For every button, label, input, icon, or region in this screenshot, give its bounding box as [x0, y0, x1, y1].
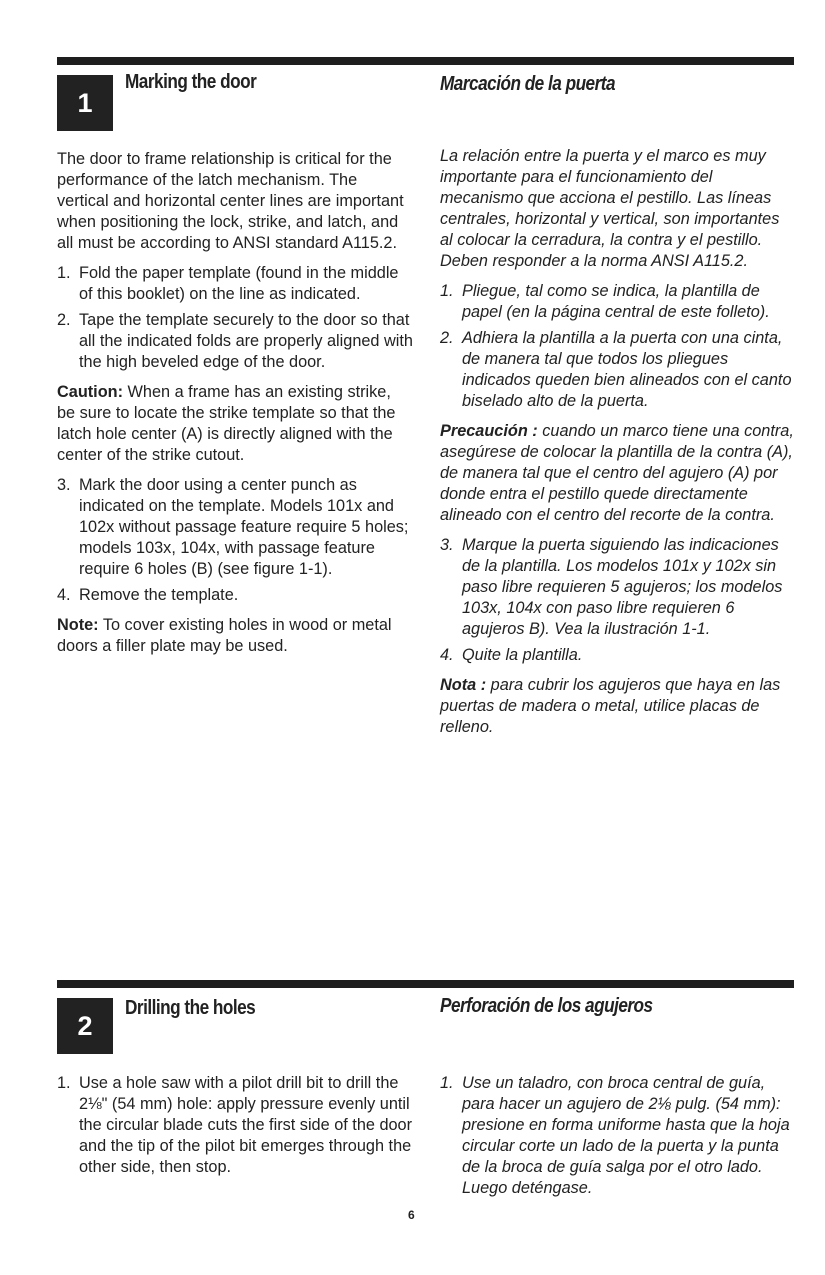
steps-list-es [440, 1073, 796, 1199]
steps-list-en [57, 1073, 413, 1178]
step-text: Quite la plantilla. [462, 646, 583, 664]
section-2-title-en: Drilling the holes [125, 997, 256, 1019]
section-2-english-column [57, 1073, 413, 1187]
intro-paragraph-es: La relación entre la puerta y el marco es muy importante para el funcionamiento del mecanismo que acciona el pestillo. Las líneas centrales, horizontal y vertical, son importantes al colocar la cerradura, la contra y el pestillo. Deben responder a la norma ANSI A115.2. [440, 147, 780, 270]
caution-paragraph-es [440, 421, 796, 526]
section-1-english-column [57, 149, 413, 666]
note-text: To cover existing holes in wood or metal doors a filler plate may be used. [57, 616, 392, 655]
step-text: Mark the door using a center punch as indicated on the template. Models 101x and 102x without passage feature require 5 holes; models 103x, 104x, with passage feature require 6 holes (B) (see figure 1-1). [79, 476, 409, 578]
list-item [440, 1073, 796, 1199]
list-item [57, 1073, 413, 1178]
step-2-badge: 2 [57, 998, 113, 1054]
section-1-title-es: Marcación de la puerta [440, 73, 616, 95]
list-item [57, 475, 413, 580]
caution-text: cuando un marco tiene una contra, asegúrese de colocar la plantilla de la contra (A), de manera tal que el centro del agujero (A) por donde entra el pestillo quede directamente alineado con el centro del recorte de la contra. [440, 422, 794, 524]
steps-list-es-b [440, 535, 796, 666]
step-text: Pliegue, tal como se indica, la plantilla de papel (en la página central de este folleto). [462, 282, 770, 321]
caution-text: When a frame has an existing strike, be sure to locate the strike template so that the latch hole center (A) is directly aligned with the center of the strike cutout. [57, 383, 396, 464]
list-item [57, 263, 413, 305]
step-number: 1. [57, 264, 71, 282]
section-2-title-es: Perforación de los agujeros [440, 995, 653, 1017]
page-number: 6 [408, 1208, 415, 1222]
steps-list-es-a [440, 281, 796, 412]
step-number: 4. [57, 586, 71, 604]
step-text: Use un taladro, con broca central de guía, para hacer un agujero de 2⅛ pulg. (54 mm): presione en forma uniforme hasta que la hoja circular corte un lado de la puerta y la punta de la broca de guía salga por el otro lado. Luego deténgase. [462, 1074, 790, 1197]
steps-list-en-a [57, 263, 413, 373]
list-item [440, 281, 796, 323]
section-2-rule [57, 980, 794, 988]
caution-label: Precaución : [440, 422, 538, 440]
step-text: Use a hole saw with a pilot drill bit to drill the 2⅛" (54 mm) hole: apply pressure evenly until the circular blade cuts the first side of the door and the tip of the pilot bit emerges through the other side, then stop. [79, 1074, 413, 1176]
section-1-spanish-column [440, 146, 796, 747]
note-label: Nota : [440, 676, 487, 694]
step-number: 1. [440, 1074, 454, 1092]
intro-paragraph-en: The door to frame relationship is critical for the performance of the latch mechanism. The vertical and horizontal center lines are important when positioning the lock, strike, and latch, and all must be according to ANSI standard A115.2. [57, 150, 404, 252]
step-number: 1. [57, 1074, 71, 1092]
note-label: Note: [57, 616, 99, 634]
note-text: para cubrir los agujeros que haya en las puertas de madera o metal, utilice placas de relleno. [440, 676, 781, 736]
step-text: Marque la puerta siguiendo las indicaciones de la plantilla. Los modelos 101x y 102x sin paso libre requieren 5 agujeros; los modelos 103x, 104x con paso libre requieren 6 agujeros B). Vea la ilustración 1-1. [462, 536, 783, 638]
note-paragraph-es [440, 675, 796, 738]
step-number: 2. [440, 329, 454, 347]
step-text: Adhiera la plantilla a la puerta con una cinta, de manera tal que todos los pliegues indicados queden bien alineados con el canto biselado alto de la puerta. [462, 329, 792, 410]
list-item [440, 645, 796, 666]
step-number: 2. [57, 311, 71, 329]
list-item [440, 535, 796, 640]
section-2-spanish-column [440, 1073, 796, 1208]
section-1-rule [57, 57, 794, 65]
list-item [57, 585, 413, 606]
step-number: 1. [440, 282, 454, 300]
step-text: Remove the template. [79, 586, 239, 604]
caution-label: Caution: [57, 383, 124, 401]
step-text: Fold the paper template (found in the middle of this booklet) on the line as indicated. [79, 264, 399, 303]
note-paragraph-en [57, 615, 413, 657]
steps-list-en-b [57, 475, 413, 606]
step-text: Tape the template securely to the door so that all the indicated folds are properly aligned with the high beveled edge of the door. [79, 311, 413, 371]
list-item [440, 328, 796, 412]
section-1-title-en: Marking the door [125, 71, 257, 93]
step-1-badge: 1 [57, 75, 113, 131]
caution-paragraph-en [57, 382, 413, 466]
step-number: 3. [57, 476, 71, 494]
step-number: 4. [440, 646, 454, 664]
step-number: 3. [440, 536, 454, 554]
list-item [57, 310, 413, 373]
